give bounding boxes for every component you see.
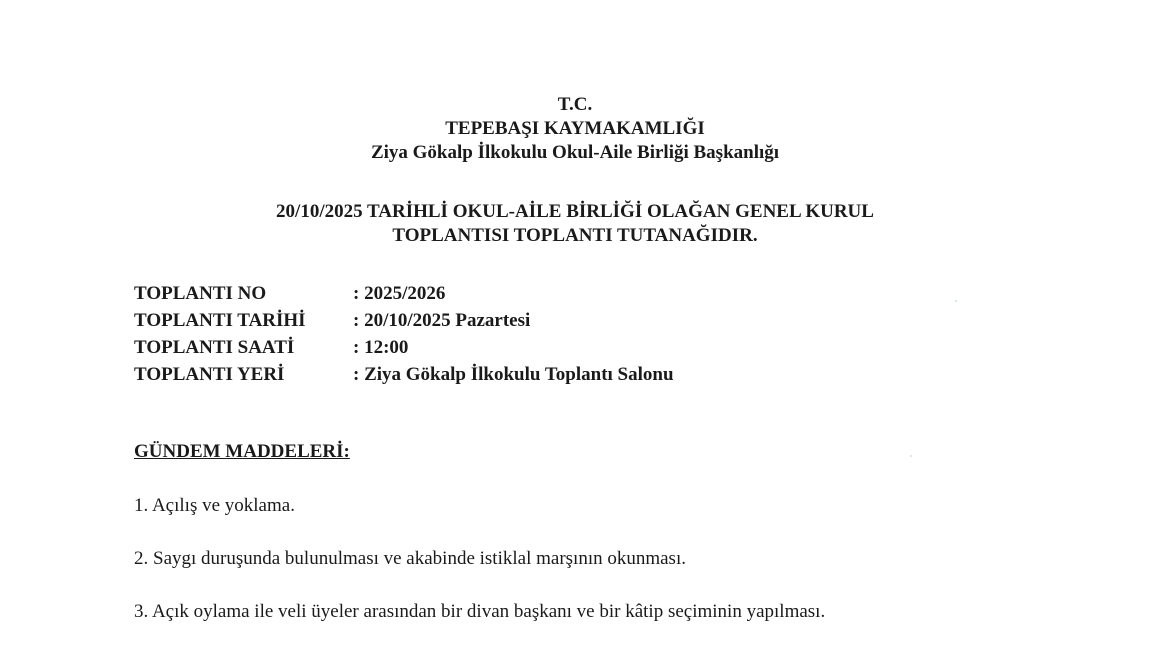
info-label: TOPLANTI YERİ: [134, 364, 285, 385]
info-label: TOPLANTI SAATİ: [134, 337, 295, 358]
info-row-time: [134, 334, 674, 361]
title-line-1: 20/10/2025 TARİHLİ OKUL-AİLE BİRLİĞİ OLAĞAN GENEL KURUL: [276, 201, 874, 222]
agenda-list: [134, 494, 825, 653]
info-row-place: [134, 361, 674, 388]
agenda-heading: [134, 440, 350, 464]
info-row-date: [134, 307, 674, 334]
scan-speck: [955, 300, 957, 302]
institution-header: [0, 93, 1150, 165]
info-row-number: [134, 280, 674, 307]
agenda-heading-text: GÜNDEM MADDELERİ: [134, 441, 344, 462]
scan-speck: [910, 455, 912, 457]
agenda-item: 3. Açık oylama ile veli üyeler arasından bir divan başkanı ve bir kâtip seçiminin yapılması.: [134, 601, 826, 622]
document-title: [0, 200, 1150, 248]
title-line-2: TOPLANTISI TOPLANTI TUTANAĞIDIR.: [392, 225, 758, 246]
info-value: : 12:00: [353, 337, 409, 358]
header-school: Ziya Gökalp İlkokulu Okul-Aile Birliği Başkanlığı: [370, 142, 780, 163]
info-value: : 20/10/2025 Pazartesi: [353, 310, 531, 331]
info-label: TOPLANTI TARİHİ: [134, 310, 306, 331]
agenda-heading-colon: :: [343, 441, 350, 462]
header-country: T.C.: [557, 94, 593, 115]
agenda-item: 2. Saygı duruşunda bulunulması ve akabinde istiklal marşının okunması.: [134, 548, 686, 569]
info-value: : Ziya Gökalp İlkokulu Toplantı Salonu: [353, 364, 674, 385]
meeting-info: [134, 280, 674, 388]
info-value: : 2025/2026: [353, 283, 446, 304]
info-label: TOPLANTI NO: [134, 283, 267, 304]
header-district: TEPEBAŞI KAYMAKAMLIĞI: [445, 118, 705, 139]
agenda-item: 1. Açılış ve yoklama.: [134, 495, 295, 516]
